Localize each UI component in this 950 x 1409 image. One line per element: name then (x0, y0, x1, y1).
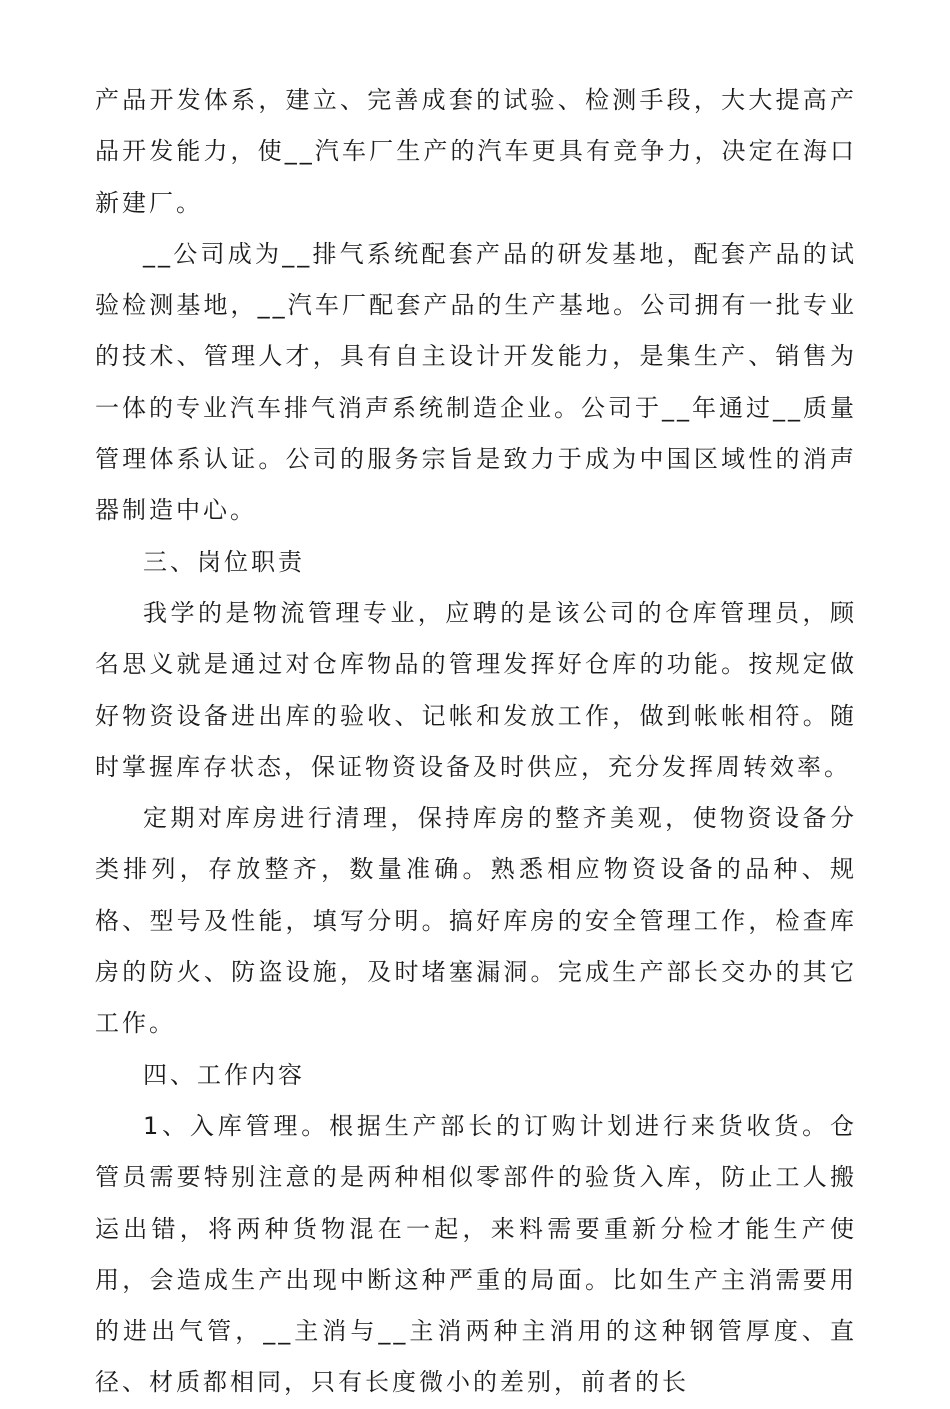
document-body (95, 75, 857, 1409)
paragraph-job-duties-1: 我学的是物流管理专业，应聘的是该公司的仓库管理员，顾名思义就是通过对仓库物品的管理发挥好仓库的功能。按规定做好物资设备进出库的验收、记帐和发放工作，做到帐帐相符。随时掌握库存状态，保证物资设备及时供应，充分发挥周转效率。 (95, 598, 857, 781)
paragraph-inbound-management: 1、入库管理。根据生产部长的订购计划进行来货收货。仓管员需要特别注意的是两种相似零部件的验货入库，防止工人搬运出错，将两种货物混在一起，来料需要重新分检才能生产使用，会造成生产出现中断这种严重的局面。比如生产主消需要用的进出气管，__主消与__主消两种主消用的这种钢管厚度、直径、材质都相同，只有长度微小的差别，前者的长 (95, 1111, 857, 1397)
section-heading-work-content: 四、工作内容 (143, 1060, 305, 1089)
paragraph-job-duties-2: 定期对库房进行清理，保持库房的整齐美观，使物资设备分类排列，存放整齐，数量准确。熟悉相应物资设备的品种、规格、型号及性能，填写分明。搞好库房的安全管理工作，检查库房的防火、防盗设施，及时堵塞漏洞。完成生产部长交办的其它工作。 (95, 804, 857, 1038)
paragraph-continuation: 产品开发体系，建立、完善成套的试验、检测手段，大大提高产品开发能力，使__汽车厂生产的汽车更具有竞争力，决定在海口新建厂。 (95, 86, 857, 217)
paragraph-company-profile: __公司成为__排气系统配套产品的研发基地，配套产品的试验检测基地，__汽车厂配套产品的生产基地。公司拥有一批专业的技术、管理人才，具有自主设计开发能力，是集生产、销售为一体的专业汽车排气消声系统制造企业。公司于__年通过__质量管理体系认证。公司的服务宗旨是致力于成为中国区域性的消声器制造中心。 (95, 239, 857, 525)
section-heading-job-duties: 三、岗位职责 (143, 547, 305, 576)
